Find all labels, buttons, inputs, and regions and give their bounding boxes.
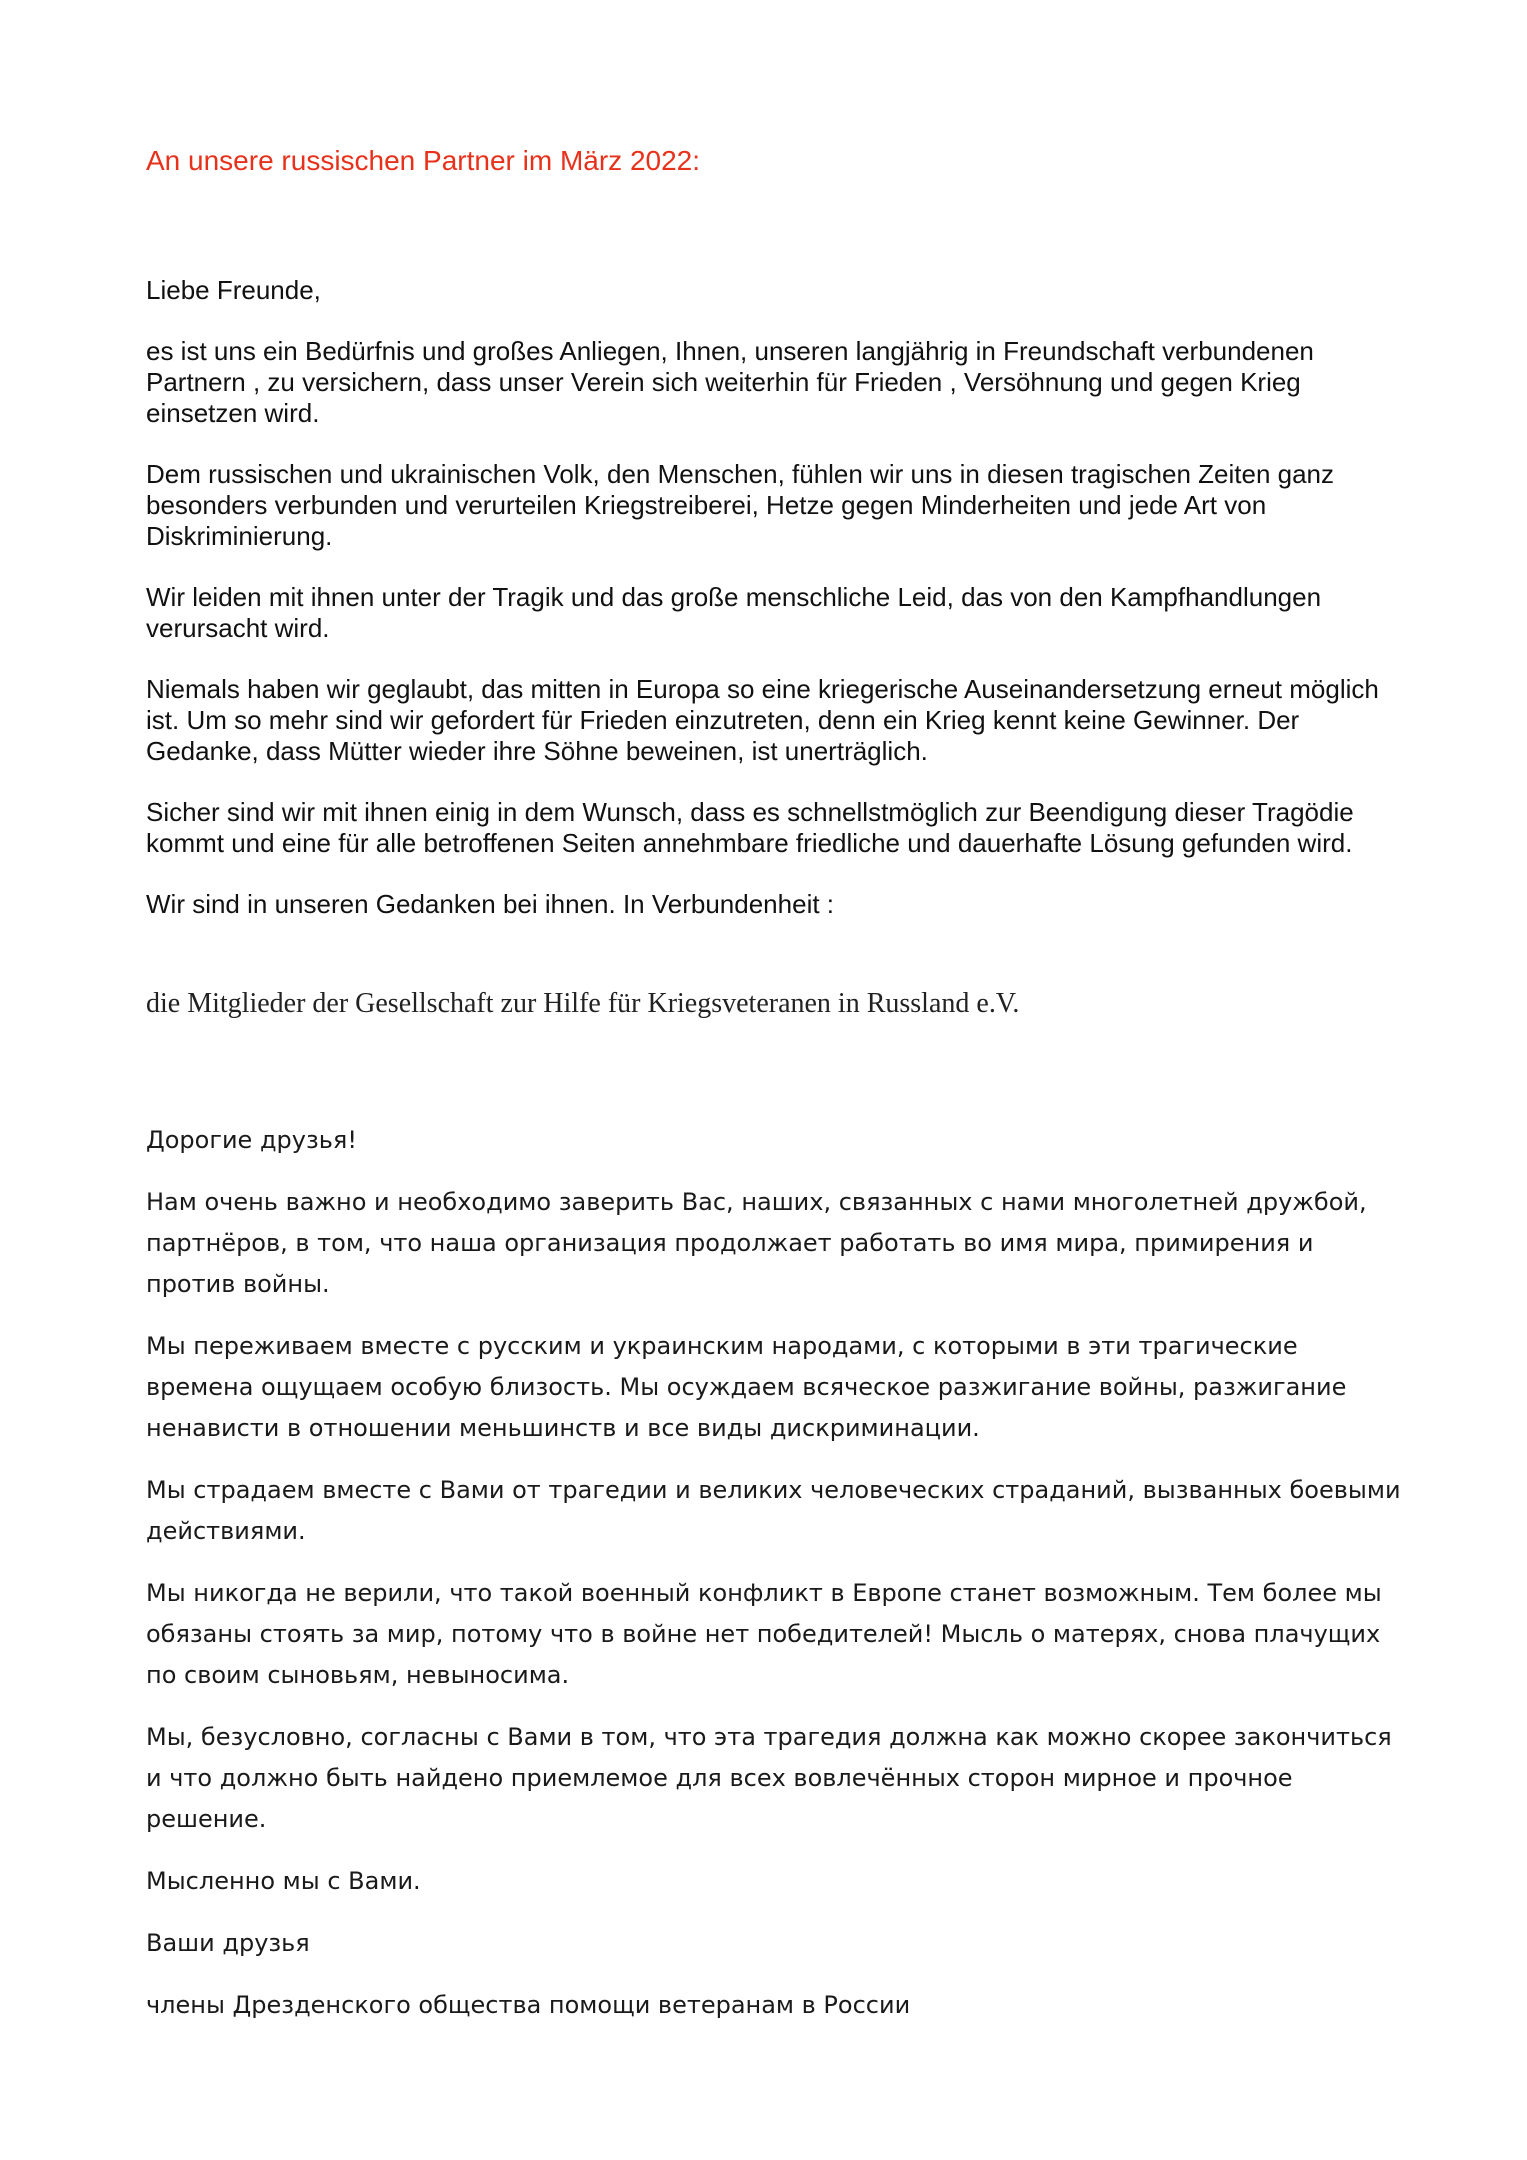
german-letter xyxy=(146,275,1396,950)
russian-greeting: Дорогие друзья! xyxy=(146,1126,357,1154)
german-paragraph: Dem russischen und ukrainischen Volk, den Menschen, fühlen wir uns in diesen tragischen Zeiten ganz besonders verbunden und verurteilen Kriegstreiberei, Hetze gegen Minderheiten und jede Art von Diskriminierung. xyxy=(146,459,1335,551)
russian-paragraph: Мы страдаем вместе с Вами от трагедии и великих человеческих страданий, вызванных боевыми действиями. xyxy=(146,1476,1401,1545)
russian-closing: Мысленно мы с Вами. xyxy=(146,1867,421,1895)
german-signature: die Mitglieder der Gesellschaft zur Hilfe für Kriegsveteranen in Russland e.V. xyxy=(146,988,1020,1019)
russian-paragraph: Нам очень важно и необходимо заверить Вас, наших, связанных с нами многолетней дружбой, партнёров, в том, что наша организация продолжает работать во имя мира, примирения и против войны. xyxy=(146,1188,1367,1298)
german-paragraph: Sicher sind wir mit ihnen einig in dem Wunsch, dass es schnellstmöglich zur Beendigung dieser Tragödie kommt und eine für alle betroffenen Seiten annehmbare friedliche und dauerhafte Lösung gefunden wird. xyxy=(146,797,1354,858)
german-greeting: Liebe Freunde, xyxy=(146,275,321,305)
russian-signoff: Ваши друзья xyxy=(146,1929,310,1957)
german-paragraph: Niemals haben wir geglaubt, das mitten in Europa so eine kriegerische Auseinandersetzung erneut möglich ist. Um so mehr sind wir gefordert für Frieden einzutreten, denn ein Krieg kennt keine Gewinner. Der Gedanke, dass Mütter wieder ihre Söhne beweinen, ist unerträglich. xyxy=(146,674,1379,766)
russian-paragraph: Мы переживаем вместе с русским и украинским народами, с которыми в эти трагические времена ощущаем особую близость. Мы осуждаем всяческое разжигание войны, разжигание ненависти в отношении меньшинств и все виды дискриминации. xyxy=(146,1332,1347,1442)
german-paragraph: es ist uns ein Bedürfnis und großes Anliegen, Ihnen, unseren langjährig in Freundschaft verbundenen Partnern , zu versichern, dass unser Verein sich weiterhin für Frieden , Versöhnung und gegen Krieg einsetzen wird. xyxy=(146,336,1314,428)
russian-letter xyxy=(146,1120,1406,2047)
russian-paragraph: Мы, безусловно, согласны с Вами в том, что эта трагедия должна как можно скорее закончиться и что должно быть найдено приемлемое для всех вовлечённых сторон мирное и прочное решение. xyxy=(146,1723,1392,1833)
russian-signature: члены Дрезденского общества помощи ветеранам в России xyxy=(146,1991,911,2019)
german-closing: Wir sind in unseren Gedanken bei ihnen. In Verbundenheit : xyxy=(146,889,835,919)
russian-paragraph: Мы никогда не верили, что такой военный конфликт в Европе станет возможным. Тем более мы обязаны стоять за мир, потому что в войне нет победителей! Мысль о матерях, снова плачущих по своим сыновьям, невыносима. xyxy=(146,1579,1382,1689)
letter-title: An unsere russischen Partner im März 2022: xyxy=(146,145,701,176)
german-paragraph: Wir leiden mit ihnen unter der Tragik und das große menschliche Leid, das von den Kampfhandlungen verursacht wird. xyxy=(146,582,1322,643)
